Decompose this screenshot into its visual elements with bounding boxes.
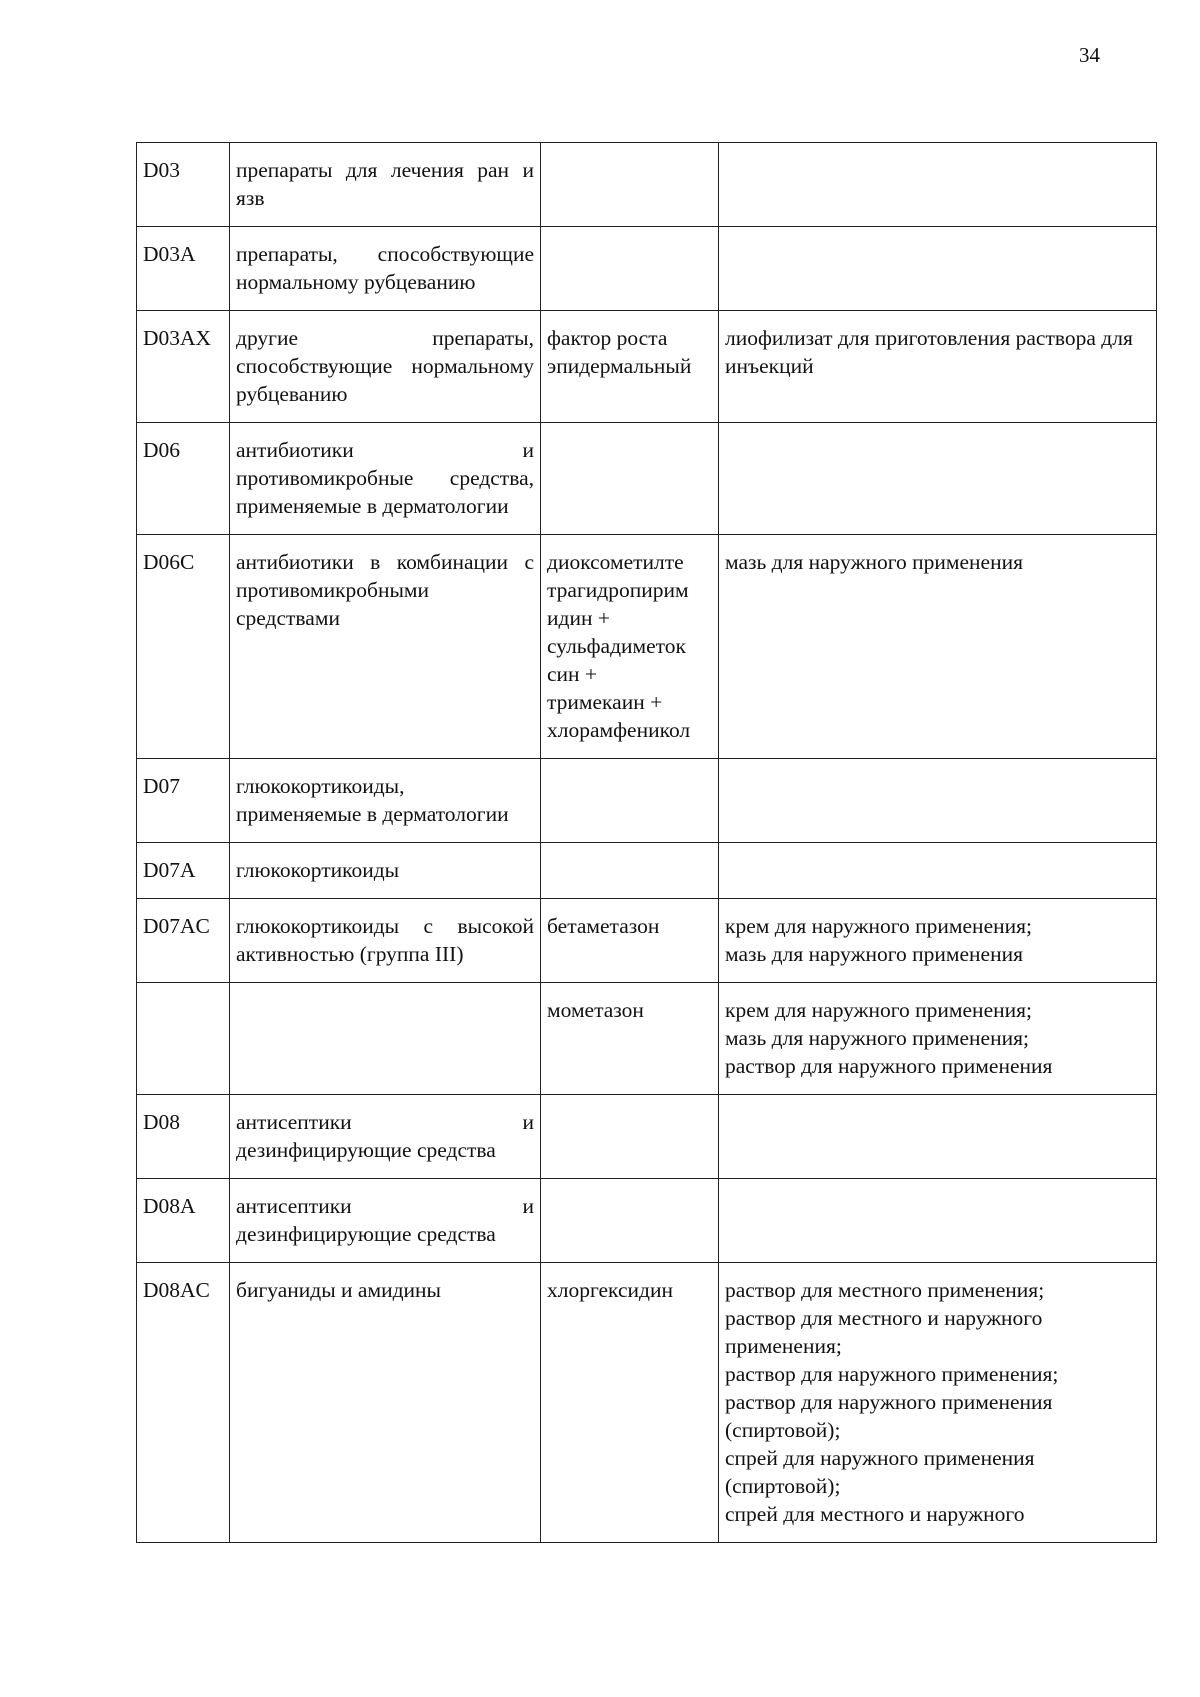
dosage-form-cell <box>719 535 1157 759</box>
substance-cell <box>541 1095 719 1179</box>
substance-line: идин + <box>547 606 610 630</box>
dosage-form-cell <box>719 899 1157 983</box>
atc-code-cell: D08A <box>137 1179 230 1263</box>
dosage-form-cell <box>719 1179 1157 1263</box>
page-number: 34 <box>1079 43 1100 67</box>
table-row <box>137 1263 1157 1543</box>
dosage-form-line: спрей для местного и наружного <box>725 1502 1025 1526</box>
atc-code-cell: D07AC <box>137 899 230 983</box>
atc-code-cell: D08AC <box>137 1263 230 1543</box>
group-name-cell: бигуаниды и амидины <box>230 1263 541 1543</box>
substance-cell <box>541 143 719 227</box>
atc-code-cell: D06C <box>137 535 230 759</box>
dosage-form-cell <box>719 843 1157 899</box>
atc-code-cell: D07A <box>137 843 230 899</box>
substance-line: син + <box>547 662 598 686</box>
substance-cell <box>541 1179 719 1263</box>
substance-cell <box>541 843 719 899</box>
dosage-form-cell <box>719 1263 1157 1543</box>
substance-line: мометазон <box>547 998 644 1022</box>
substance-cell <box>541 759 719 843</box>
substance-line: хлорамфеникол <box>547 718 691 742</box>
table-row <box>137 759 1157 843</box>
substance-line: диоксометилте <box>547 550 684 574</box>
substance-cell <box>541 423 719 535</box>
substance-line: эпидермальный <box>547 354 692 378</box>
substance-cell <box>541 899 719 983</box>
dosage-form-cell <box>719 143 1157 227</box>
dosage-form-cell <box>719 423 1157 535</box>
table-row <box>137 1095 1157 1179</box>
dosage-form-cell <box>719 1095 1157 1179</box>
substance-cell <box>541 227 719 311</box>
group-name-cell: глюкокортикоиды с высокой активностью (группа III) <box>230 899 541 983</box>
dosage-form-cell <box>719 983 1157 1095</box>
atc-code-cell: D07 <box>137 759 230 843</box>
dosage-form-line: раствор для наружного применения (спиртовой); <box>725 1390 1053 1442</box>
group-name-cell: препараты для лечения ран и язв <box>230 143 541 227</box>
dosage-form-line: раствор для наружного применения; <box>725 1362 1059 1386</box>
substance-line: хлоргексидин <box>547 1278 673 1302</box>
dosage-form-line: крем для наружного применения; <box>725 998 1032 1022</box>
dosage-form-line: лиофилизат для приготовления раствора для инъекций <box>725 326 1133 378</box>
atc-code-cell: D03 <box>137 143 230 227</box>
dosage-form-line: раствор для местного применения; <box>725 1278 1045 1302</box>
table-row <box>137 311 1157 423</box>
substance-cell <box>541 311 719 423</box>
atc-code-cell: D06 <box>137 423 230 535</box>
substance-line: сульфадиметок <box>547 634 686 658</box>
dosage-form-line: раствор для местного и наружного применения; <box>725 1306 1043 1358</box>
atc-code-cell: D08 <box>137 1095 230 1179</box>
group-name-cell <box>230 983 541 1095</box>
dosage-form-line: спрей для наружного применения (спиртовой); <box>725 1446 1035 1498</box>
group-name-cell: препараты, способствующие нормальному рубцеванию <box>230 227 541 311</box>
group-name-cell: глюкокортикоиды <box>230 843 541 899</box>
table-row <box>137 843 1157 899</box>
dosage-form-line: мазь для наружного применения <box>725 550 1023 574</box>
dosage-form-line: мазь для наружного применения; <box>725 1026 1029 1050</box>
substance-cell <box>541 983 719 1095</box>
group-name-cell: антисептики и дезинфицирующие средства <box>230 1095 541 1179</box>
atc-code-cell: D03A <box>137 227 230 311</box>
table-row <box>137 1179 1157 1263</box>
group-name-cell: антисептики и дезинфицирующие средства <box>230 1179 541 1263</box>
atc-code-cell <box>137 983 230 1095</box>
table-row <box>137 535 1157 759</box>
substance-line: тримекаин + <box>547 690 663 714</box>
table-row <box>137 143 1157 227</box>
substance-cell <box>541 535 719 759</box>
table-row <box>137 983 1157 1095</box>
group-name-cell: антибиотики и противомикробные средства, применяемые в дерматологии <box>230 423 541 535</box>
substance-line: трагидропирим <box>547 578 689 602</box>
table-row <box>137 423 1157 535</box>
dosage-form-cell <box>719 227 1157 311</box>
group-name-cell: антибиотики в комбинации с противомикробными средствами <box>230 535 541 759</box>
drug-classification-table <box>136 142 1157 1543</box>
dosage-form-cell <box>719 311 1157 423</box>
table-row <box>137 227 1157 311</box>
dosage-form-line: раствор для наружного применения <box>725 1054 1053 1078</box>
atc-code-cell: D03AX <box>137 311 230 423</box>
table-row <box>137 899 1157 983</box>
group-name-cell: глюкокортикоиды, применяемые в дерматологии <box>230 759 541 843</box>
dosage-form-line: крем для наружного применения; <box>725 914 1032 938</box>
dosage-form-line: мазь для наружного применения <box>725 942 1023 966</box>
substance-cell <box>541 1263 719 1543</box>
substance-line: фактор роста <box>547 326 668 350</box>
group-name-cell: другие препараты, способствующие нормальному рубцеванию <box>230 311 541 423</box>
substance-line: бетаметазон <box>547 914 660 938</box>
dosage-form-cell <box>719 759 1157 843</box>
